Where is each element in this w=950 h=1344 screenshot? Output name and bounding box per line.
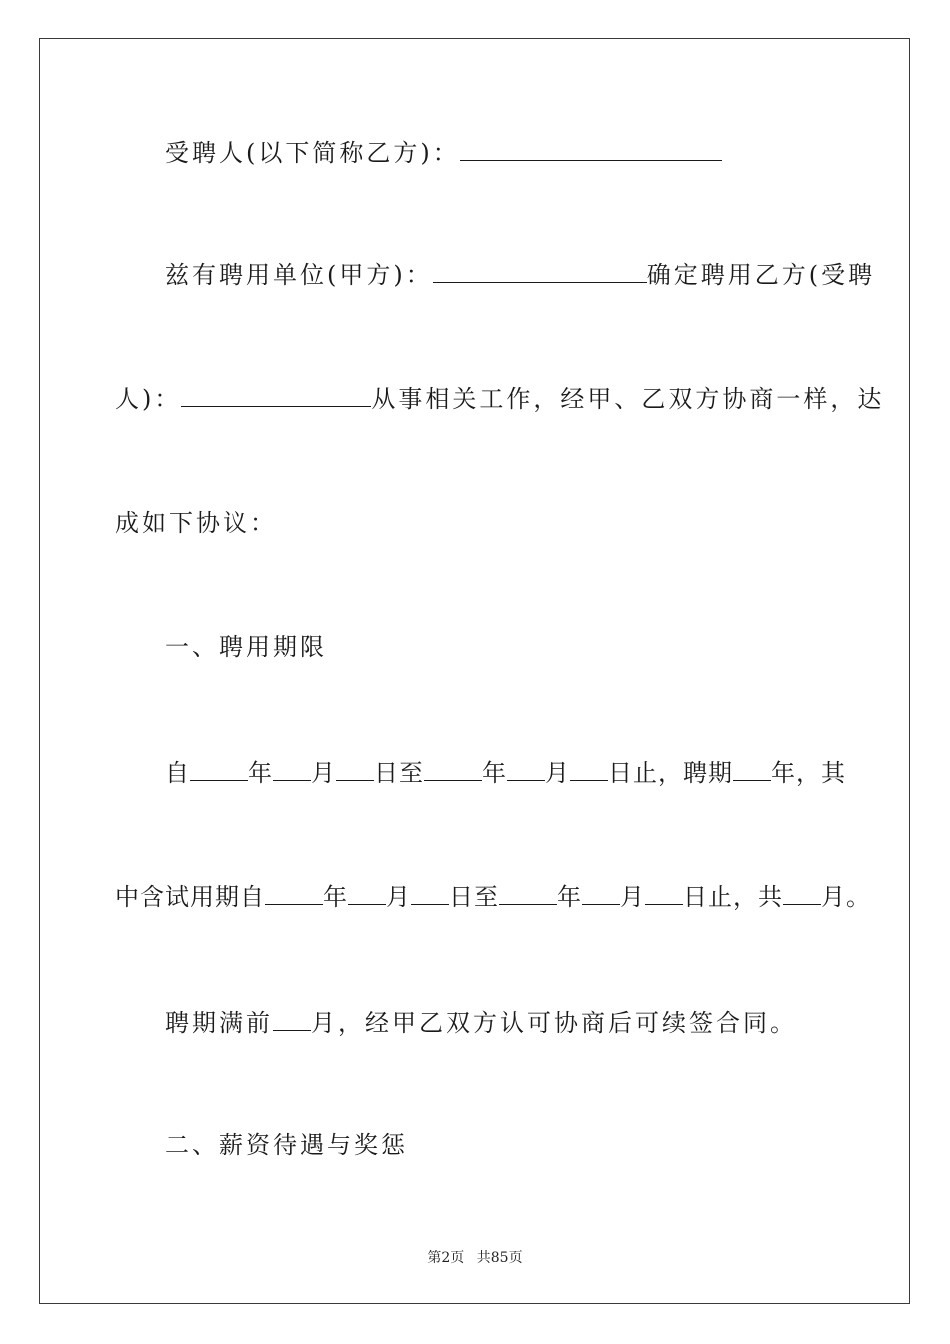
- probation-month-label: 月: [386, 883, 411, 911]
- renewal-before-label: 聘期满前: [165, 1009, 273, 1037]
- probation-total-label: 日止，共: [683, 883, 783, 911]
- term-end-month-label: 月: [545, 759, 570, 787]
- employer-label: 兹有聘用单位(甲方)：: [165, 261, 433, 289]
- term-years-blank: [733, 758, 771, 781]
- employer-text-continued: 确定聘用乙方(受聘: [646, 261, 876, 289]
- term-end-year-label: 年: [482, 759, 507, 787]
- renewal-text: 月，经甲乙双方认可协商后可续签合同。: [311, 1009, 797, 1037]
- employer-blank: [433, 260, 647, 283]
- term-year-label: 年: [248, 759, 273, 787]
- page-total: 共85页: [476, 1250, 523, 1266]
- term-period-label: 日止，聘期: [608, 759, 733, 787]
- appointee-blank: [460, 138, 722, 161]
- term-years-label: 年，其: [771, 759, 846, 787]
- probation-dates-line: [115, 882, 871, 912]
- term-start-day-blank: [336, 758, 374, 781]
- work-line: [115, 384, 884, 414]
- appointee-label-cont: 人)：: [115, 385, 182, 413]
- page-number: 第2页: [427, 1250, 465, 1266]
- probation-start-month-blank: [348, 882, 386, 905]
- probation-months-label: 月。: [821, 883, 871, 911]
- term-from: 自: [165, 759, 190, 787]
- agreement-text: 成如下协议：: [115, 509, 277, 537]
- agreement-line: [115, 508, 277, 538]
- term-start-month-blank: [273, 758, 311, 781]
- probation-end-year-label: 年: [557, 883, 582, 911]
- section-heading-term-text: 一、聘用期限: [165, 633, 327, 661]
- work-text: 从事相关工作，经甲、乙双方协商一样，达: [371, 385, 885, 413]
- probation-year-label: 年: [323, 883, 348, 911]
- term-dates-line: [165, 758, 846, 788]
- section-heading-term: [165, 632, 327, 662]
- probation-end-month-blank: [582, 882, 620, 905]
- probation-day-to-label: 日至: [449, 883, 499, 911]
- probation-end-day-blank: [645, 882, 683, 905]
- appointee-label: 受聘人(以下简称乙方)：: [165, 139, 460, 167]
- term-month-label: 月: [311, 759, 336, 787]
- page-border: [39, 38, 910, 1304]
- probation-end-month-label: 月: [620, 883, 645, 911]
- section-heading-salary: [165, 1130, 408, 1160]
- term-start-year-blank: [190, 758, 248, 781]
- probation-from: 中含试用期自: [115, 883, 265, 911]
- section-heading-salary-text: 二、薪资待遇与奖惩: [165, 1131, 408, 1159]
- appointee-line: [165, 138, 722, 168]
- term-end-day-blank: [570, 758, 608, 781]
- term-day-to-label: 日至: [374, 759, 424, 787]
- probation-start-day-blank: [411, 882, 449, 905]
- probation-end-year-blank: [499, 882, 557, 905]
- renewal-line: [165, 1008, 797, 1038]
- employer-line: [165, 260, 875, 290]
- page-footer: [0, 1247, 950, 1267]
- renewal-months-blank: [273, 1008, 311, 1031]
- term-end-year-blank: [424, 758, 482, 781]
- work-blank: [181, 384, 371, 407]
- probation-months-blank: [783, 882, 821, 905]
- probation-start-year-blank: [265, 882, 323, 905]
- term-end-month-blank: [507, 758, 545, 781]
